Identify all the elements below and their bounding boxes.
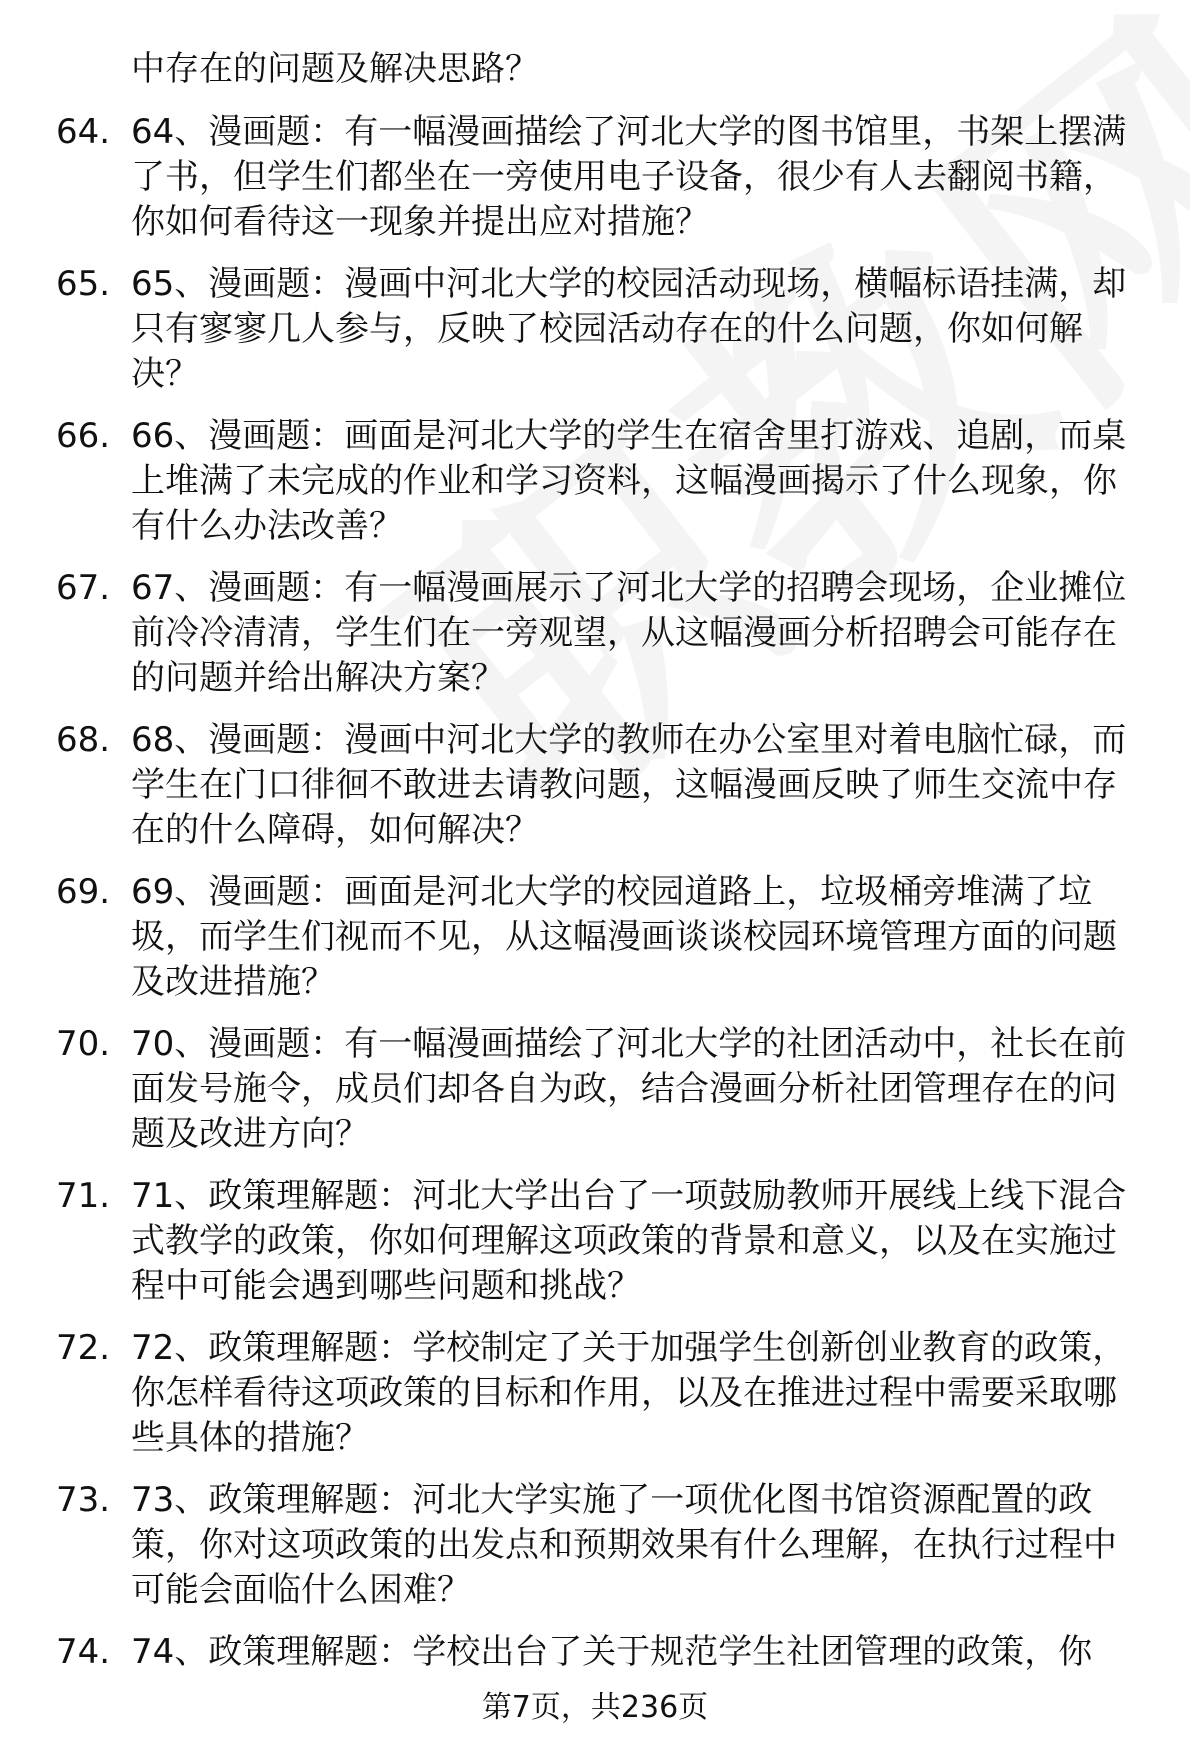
question-text: 68、漫画题：漫画中河北大学的教师在办公室里对着电脑忙碌，而学生在门口徘徊不敢进去请教问题，这幅漫画反映了师生交流中存在的什么障碍，如何解决？ [131,720,1127,850]
question-item-69 [0,870,1190,1005]
question-number: 69. [56,872,111,912]
question-text: 66、漫画题：画面是河北大学的学生在宿舍里打游戏、追剧，而桌上堆满了未完成的作业和学习资料，这幅漫画揭示了什么现象，你有什么办法改善？ [131,416,1127,546]
question-number: 65. [56,264,111,304]
question-number: 74. [56,1632,111,1672]
question-text: 65、漫画题：漫画中河北大学的校园活动现场，横幅标语挂满，却只有寥寥几人参与，反映了校园活动存在的什么问题，你如何解决？ [131,264,1127,394]
question-text: 67、漫画题：有一幅漫画展示了河北大学的招聘会现场，企业摊位前冷冷清清，学生们在一旁观望，从这幅漫画分析招聘会可能存在的问题并给出解决方案？ [131,568,1127,698]
question-item-70 [0,1022,1190,1157]
question-text: 74、政策理解题：学校出台了关于规范学生社团管理的政策，你 [131,1632,1093,1672]
question-number: 73. [56,1480,111,1520]
question-text: 72、政策理解题：学校制定了关于加强学生创新创业教育的政策，你怎样看待这项政策的目标和作用，以及在推进过程中需要采取哪些具体的措施？ [131,1328,1127,1458]
question-item-72 [0,1326,1190,1461]
question-item-74 [0,1630,1190,1675]
question-item-68 [0,718,1190,853]
question-item-65 [0,262,1190,397]
question-item-66 [0,414,1190,549]
question-text: 71、政策理解题：河北大学出台了一项鼓励教师开展线上线下混合式教学的政策，你如何理解这项政策的背景和意义，以及在实施过程中可能会遇到哪些问题和挑战？ [131,1176,1127,1306]
page-footer: 第7页，共236页 [481,1690,709,1725]
question-text: 69、漫画题：画面是河北大学的校园道路上，垃圾桶旁堆满了垃圾，而学生们视而不见，从这幅漫画谈谈校园环境管理方面的问题及改进措施？ [131,872,1117,1002]
question-item-67 [0,566,1190,701]
question-number: 67. [56,568,111,608]
question-number: 72. [56,1328,111,1368]
question-text: 70、漫画题：有一幅漫画描绘了河北大学的社团活动中，社长在前面发号施令，成员们却各自为政，结合漫画分析社团管理存在的问题及改进方向？ [131,1024,1127,1154]
continuation-line: 中存在的问题及解决思路？ [131,49,539,89]
question-item-64 [0,110,1190,245]
question-number: 70. [56,1024,111,1064]
question-item-73 [0,1478,1190,1613]
question-list [0,110,1190,1692]
question-text: 64、漫画题：有一幅漫画描绘了河北大学的图书馆里，书架上摆满了书，但学生们都坐在一旁使用电子设备，很少有人去翻阅书籍，你如何看待这一现象并提出应对措施？ [131,112,1127,242]
question-number: 66. [56,416,111,456]
question-number: 71. [56,1176,111,1216]
question-item-71 [0,1174,1190,1309]
question-number: 64. [56,112,111,152]
question-text: 73、政策理解题：河北大学实施了一项优化图书馆资源配置的政策，你对这项政策的出发点和预期效果有什么理解，在执行过程中可能会面临什么困难？ [131,1480,1117,1610]
question-number: 68. [56,720,111,760]
